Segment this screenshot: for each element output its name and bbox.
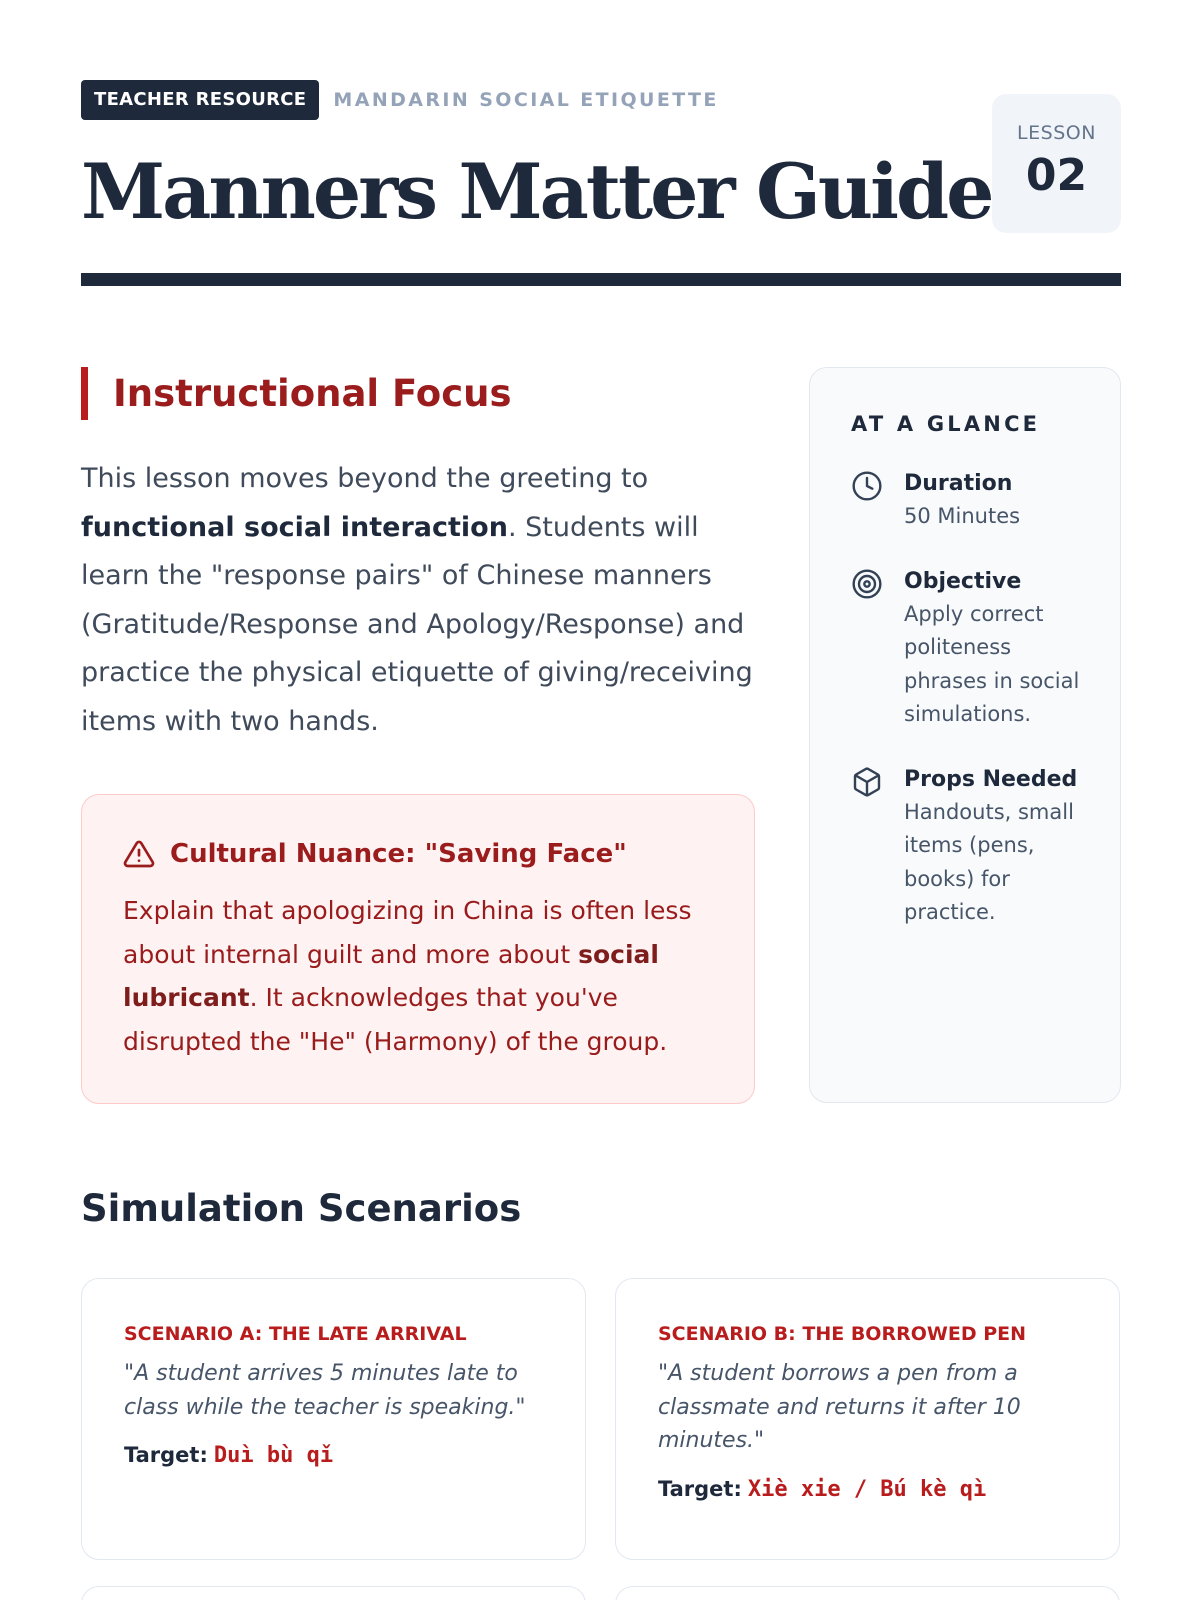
scenario-target: [124, 1438, 555, 1473]
intro-emphasis: functional social interaction: [81, 511, 508, 543]
scenario-target: [658, 1472, 1089, 1507]
glance-item-objective: [851, 566, 1096, 732]
box-icon: [851, 766, 883, 798]
scenario-quote: "A student arrives 5 minutes late to class while the teacher is speaking.": [124, 1361, 526, 1420]
nuance-text: [123, 889, 714, 1063]
glance-title: AT A GLANCE: [851, 412, 1041, 436]
scenario-quote: "A student borrows a pen from a classmate and returns it after 10 minutes.": [658, 1361, 1021, 1453]
focus-heading: Instructional Focus: [113, 372, 512, 415]
glance-label: Duration: [904, 471, 1013, 496]
resource-tag: TEACHER RESOURCE: [81, 80, 319, 120]
target-pinyin: Xiè xie / Bú kè qì: [747, 1476, 987, 1502]
main-column: [81, 367, 755, 1104]
scenario-card: [81, 1278, 586, 1560]
glance-item-duration: [851, 468, 1096, 534]
nuance-emphasis: social lubricant: [123, 939, 659, 1012]
glance-value: Apply correct politeness phrases in social simulations.: [904, 601, 1080, 726]
scenario-card-partial: [615, 1586, 1120, 1600]
target-label: Target:: [658, 1476, 742, 1501]
lesson-page: [81, 0, 1121, 1600]
glance-item-props: [851, 764, 1096, 930]
scenarios-heading: Simulation Scenarios: [81, 1187, 522, 1230]
header-divider: [81, 273, 1121, 286]
lesson-number: 02: [1025, 150, 1088, 201]
warning-icon: [123, 838, 155, 870]
lesson-label: LESSON: [1017, 122, 1096, 144]
scenario-card: [615, 1278, 1120, 1560]
subject-label: MANDARIN SOCIAL ETIQUETTE: [333, 89, 719, 111]
nuance-text-end: . It acknowledges that you've disrupted the "He" (Harmony) of the group.: [123, 983, 668, 1056]
scenario-label: SCENARIO A: THE LATE ARRIVAL: [124, 1323, 467, 1345]
glance-label: Props Needed: [904, 766, 1078, 792]
nuance-text-start: Explain that apologizing in China is often less about internal guilt and more about: [123, 896, 692, 969]
nuance-heading: Cultural Nuance: "Saving Face": [170, 839, 627, 869]
focus-intro: [81, 455, 755, 746]
intro-text-end: . Students will learn the "response pairs" of Chinese manners (Gratitude/Response and Apology/Response) and practice the physical etiquette of giving/receiving items with two hands.: [81, 511, 753, 737]
cultural-nuance-callout: [81, 794, 755, 1104]
lesson-badge: [992, 94, 1121, 233]
target-label: Target:: [124, 1443, 208, 1467]
page-title: Manners Matter Guide: [81, 147, 992, 236]
glance-label: Objective: [904, 568, 1022, 594]
glance-value: Handouts, small items (pens, books) for practice.: [904, 799, 1074, 924]
at-a-glance-panel: [809, 367, 1121, 1103]
tag-row: [81, 80, 719, 120]
target-pinyin: Duì bù qǐ: [213, 1443, 334, 1468]
focus-heading-block: [81, 367, 755, 421]
target-icon: [851, 568, 883, 600]
accent-bar: [81, 367, 88, 420]
scenario-label: SCENARIO B: THE BORROWED PEN: [658, 1323, 1027, 1345]
intro-text-start: This lesson moves beyond the greeting to: [81, 463, 649, 494]
nuance-heading-row: [123, 837, 714, 871]
scenario-card-partial: [81, 1586, 586, 1600]
clock-icon: [851, 470, 883, 502]
page-header: [81, 80, 1121, 290]
glance-value: 50 Minutes: [904, 504, 1021, 528]
